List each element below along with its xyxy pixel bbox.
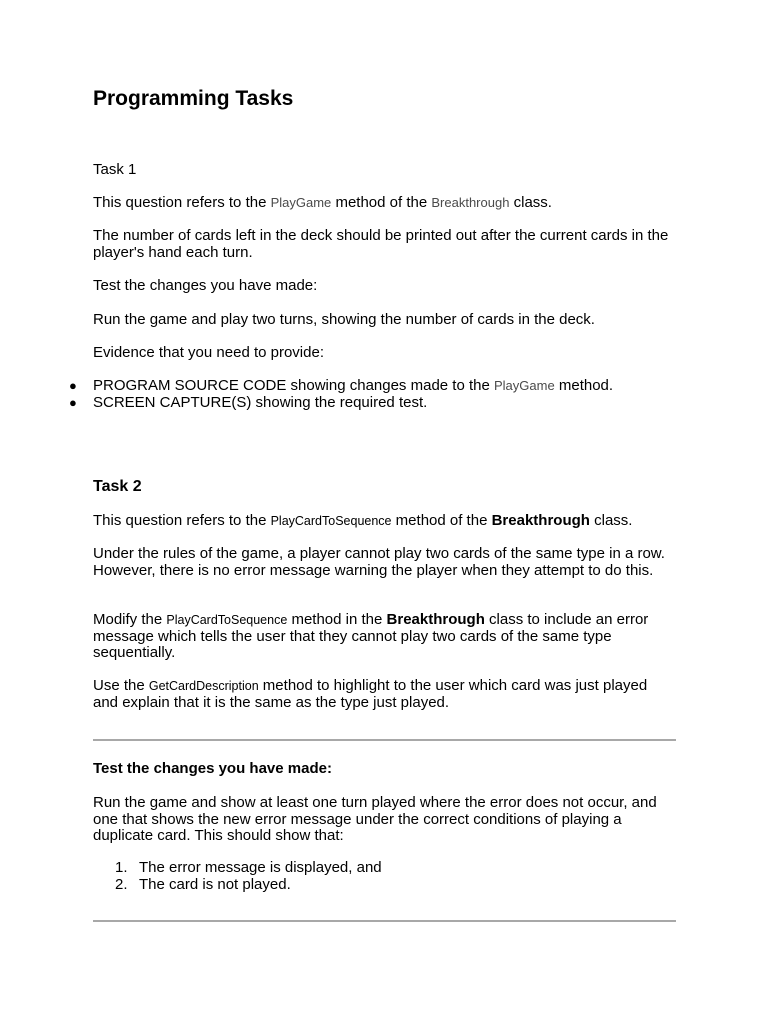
task2-modify-paragraph xyxy=(93,612,676,662)
task2-modify-class: Breakthrough xyxy=(386,611,485,628)
task2-conditions-list xyxy=(93,860,676,893)
task1-evidence-item-2 xyxy=(69,393,676,412)
task2-test-heading: Test the changes you have made: xyxy=(93,760,332,777)
task1-intro-suffix: class. xyxy=(509,194,552,211)
task1-bullet1-method: PlayGame xyxy=(494,378,555,393)
task2-intro-class: Breakthrough xyxy=(491,512,590,529)
page-title: Programming Tasks xyxy=(93,87,294,110)
list-number: 2. xyxy=(115,875,128,893)
task1-paragraph: The number of cards left in the deck should be printed out after the current cards in the player's hand each turn. xyxy=(93,227,669,261)
task2-rules-paragraph: Under the rules of the game, a player cannot play two cards of the same type in a row. However, there is no error message warning the player when they attempt to do this. xyxy=(93,545,665,579)
task1-bullet2-text: SCREEN CAPTURE(S) showing the required test. xyxy=(93,393,428,411)
task2-test-text: Run the game and show at least one turn played where the error does not occur, and one that shows the new error message under the correct conditions of playing a duplicate card. This should show that: xyxy=(93,794,657,844)
task2-heading: Task 2 xyxy=(93,478,142,495)
task2-modify-prefix: Modify the xyxy=(93,611,167,628)
bullet-icon: ● xyxy=(69,394,77,410)
task1-intro-prefix: This question refers to the xyxy=(93,194,271,211)
task2-condition-item-2 xyxy=(93,877,676,894)
task2-condition-item-1 xyxy=(93,860,676,877)
task1-evidence-heading: Evidence that you need to provide: xyxy=(93,344,324,361)
task2-modify-suffix: class to include an error message which tells the user that they cannot play two cards of the same type sequentially. xyxy=(93,611,649,661)
horizontal-divider xyxy=(93,739,676,741)
task1-evidence-list xyxy=(69,377,676,411)
task1-test-text: Run the game and play two turns, showing the number of cards in the deck. xyxy=(93,311,595,328)
bullet-icon: ● xyxy=(69,378,77,393)
task2-intro-mid: method of the xyxy=(391,512,492,529)
list-text: The error message is displayed, and xyxy=(139,859,382,876)
list-text: The card is not played. xyxy=(139,875,291,893)
task2-modify-method: PlayCardToSequence xyxy=(166,613,288,627)
task1-intro-class: Breakthrough xyxy=(431,195,510,210)
task2-intro xyxy=(93,513,632,530)
task1-intro-mid: method of the xyxy=(331,194,432,211)
list-number: 1. xyxy=(115,859,128,876)
horizontal-divider-bottom xyxy=(93,920,676,922)
task2-use-method: GetCardDescription xyxy=(148,679,259,693)
task1-test-heading: Test the changes you have made: xyxy=(93,277,318,294)
task1-label: Task 1 xyxy=(93,161,137,178)
task2-modify-mid: method in the xyxy=(287,611,387,628)
task1-intro xyxy=(93,195,552,212)
task2-use-paragraph xyxy=(93,678,676,711)
task1-bullet1-suffix: method. xyxy=(554,377,614,394)
task1-bullet1-prefix: PROGRAM SOURCE CODE showing changes made to the xyxy=(93,377,494,394)
task2-intro-method: PlayCardToSequence xyxy=(270,514,392,528)
task2-intro-suffix: class. xyxy=(589,512,633,529)
task2-intro-prefix: This question refers to the xyxy=(93,512,271,529)
task1-intro-method: PlayGame xyxy=(270,195,332,210)
task2-use-prefix: Use the xyxy=(93,677,149,694)
task1-evidence-item-1 xyxy=(69,377,676,395)
task2-use-suffix: method to highlight to the user which card was just played and explain that it is the same as the type just played. xyxy=(93,677,648,711)
